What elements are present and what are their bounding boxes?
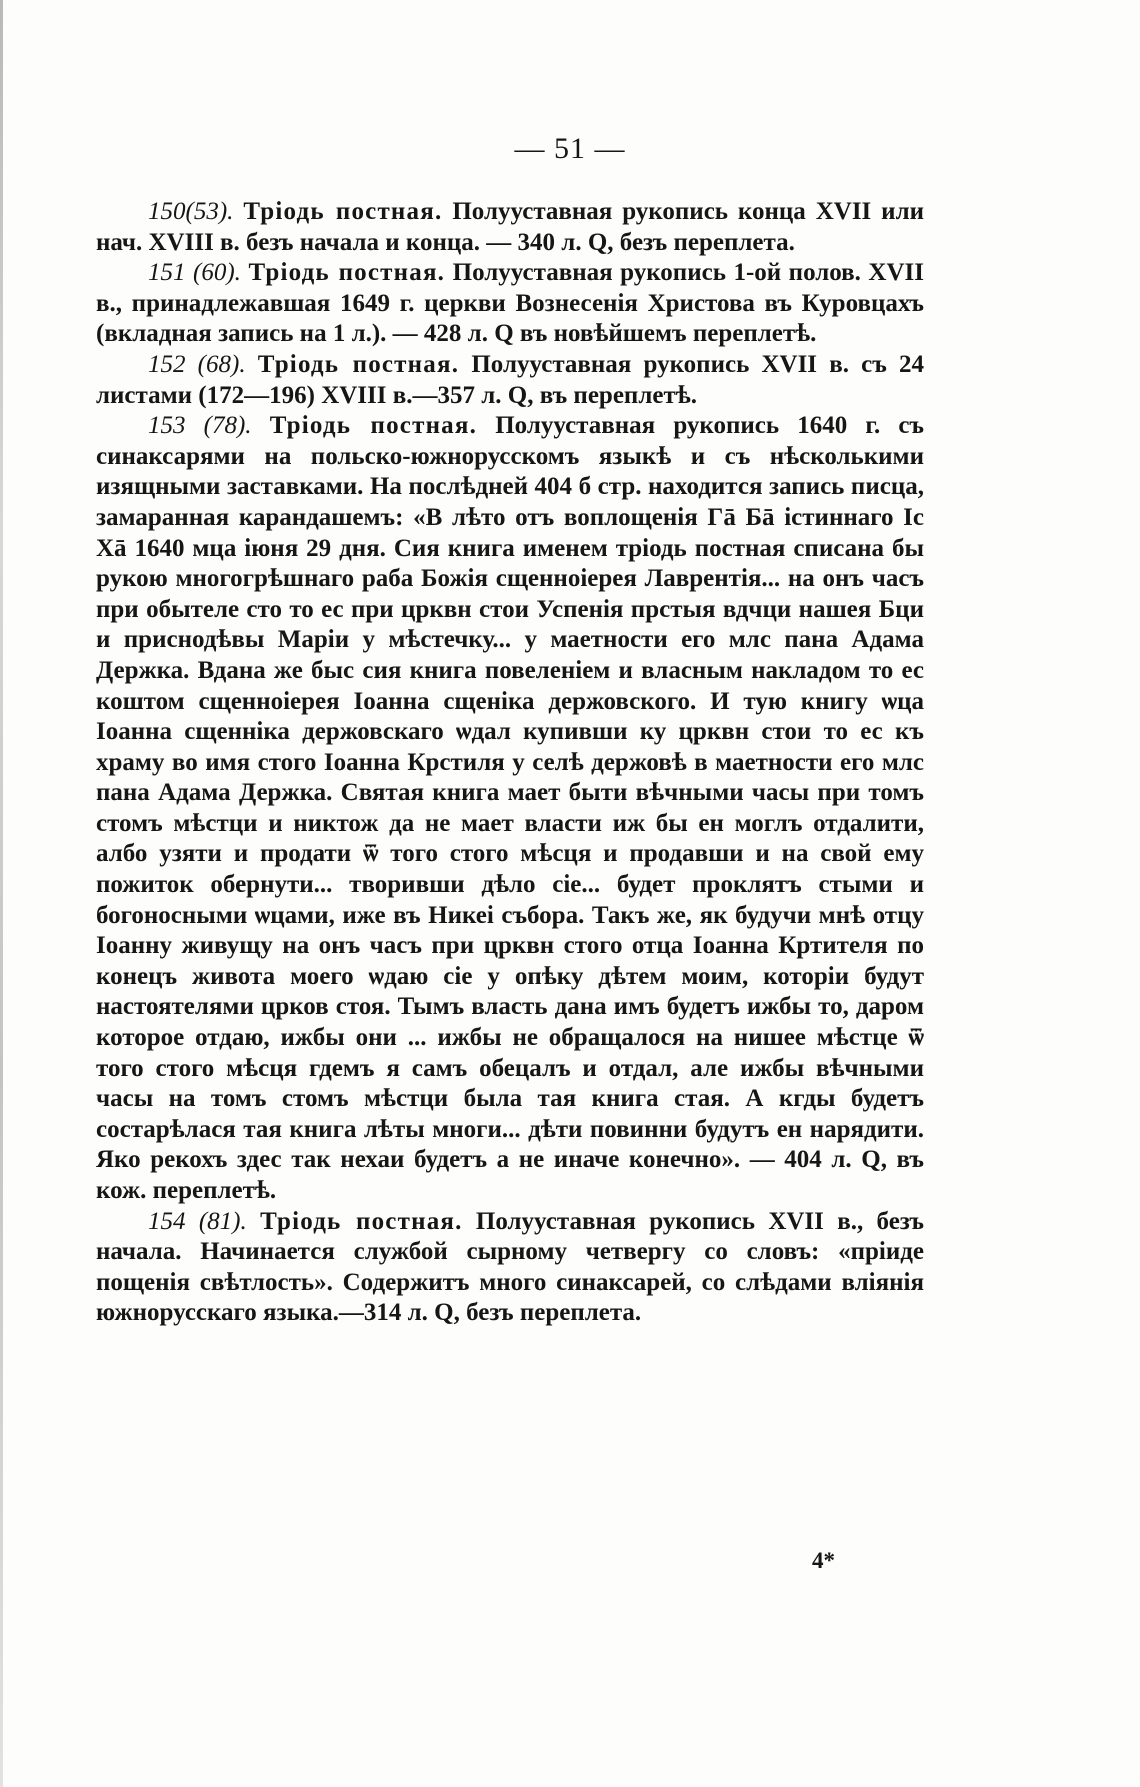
- catalog-entry-153: [96, 411, 924, 1206]
- catalog-entry-150: [96, 197, 924, 258]
- entry-heading: Тріодь постная.: [243, 198, 443, 225]
- entry-number: 153 (78).: [148, 412, 252, 440]
- entry-heading: Тріодь постная.: [269, 412, 478, 440]
- signature-mark: 4*: [812, 1548, 835, 1573]
- entry-description: Полууставная рукопись XVII в. съ 24 листами (172—196) XVIII в.—357 л. Q, въ переплетѣ.: [96, 350, 925, 409]
- entry-description: Полууставная рукопись 1640 г. съ синаксарями на польско-южнорусскомъ языкѣ и съ нѣсколькими изящными заставками. На послѣдней 404 б стр. находится запись писца, замаранная карандашемъ: «В лѣто отъ воплощенія Гā Бā істиннаго Іс Хā 1640 мца іюня 29 дня. Сия книга именем тріодь постная списана бы рукою многогрѣшнаго раба Божія сщенноіерея Лаврентія... на онъ часъ при обытеле сто то ес при црквн стои Успенія прстыя вдчци нашея Бци и приснодѣвы Маріи у мѣстечку... у маетности его млс пана Адама Держка. Вдана же быс сия книга повеленіем и власным накладом то ес коштом сщенноіерея Іоанна сщеніка держовского. И тую книгу ѡца Іоанна сщенніка держовскаго ѡдал купивши ку црквн стои то ес къ храму во имя стого Іоанна Крстиля у селѣ держовѣ в маетности его млс пана Адама Держка. Святая книга мает быти вѣчными часы при томъ стомъ мѣстци и никтож да не мает власти иж бы ен моглъ отдалити, албо узяти и продати ѿ того стого мѣсця и продавши и на свой ему пожиток обернути... творивши дѣло сіе... будет проклятъ стыми и богоносными ѡцами, иже въ Никеі съборa. Такъ же, як будучи мнѣ отцу Іоанну живущу на онъ часъ при црквн стого отца Іоанна Кртителя по конецъ живота моего ѡдаю сіе у опѣку дѣтем моим, которіи будут настоятелями црков стоя. Тымъ власть дана имъ будетъ ижбы то, даром которое отдаю, ижбы они ... ижбы не обращалося на нишее мѣстце ѿ того стого мѣсця гдемъ я самъ обецалъ и отдал, але ижбы вѣчными часы на томъ стомъ мѣстци была тая книга стая. А кгды будетъ состарѣлася тая книга лѣты многи... дѣти повинни будутъ ен нарядити. Яко рекохъ здес так нехаи будетъ а не иначе конечно». — 404 л. Q, въ кож. переплетѣ.: [96, 412, 925, 1204]
- entry-description: Полууставная рукопись XVII в., безъ начала. Начинается службой сырному четвергу со словъ: «пріиде пощенія свѣтлость». Содержитъ много синаксарей, со слѣдами вліянія южнорусскаго языка.—314 л. Q, безъ переплета.: [96, 1207, 924, 1327]
- page-number: — 51 —: [514, 132, 626, 165]
- entry-description: Полууставная рукопись конца XVII или нач. XVIII в. безъ начала и конца. — 340 л. Q, безъ переплета.: [96, 198, 925, 256]
- entry-number: 154 (81).: [148, 1207, 247, 1235]
- entry-heading: Тріодь постная.: [248, 259, 446, 287]
- catalog-text: [96, 197, 924, 1329]
- entry-heading: Тріодь постная.: [257, 350, 460, 378]
- entry-number: 152 (68).: [148, 350, 246, 378]
- entry-heading: Тріодь постная.: [260, 1207, 463, 1235]
- entry-description: Полууставная рукопись 1-ой полов. XVII в., принадлежавшая 1649 г. церкви Вознесенія Христова въ Куровцахъ (вкладная запись на 1 л.). — 428 л. Q въ новѣйшемъ переплетѣ.: [96, 259, 924, 348]
- page-binding-edge: [0, 0, 3, 1787]
- catalog-entry-152: [96, 350, 924, 411]
- entry-number: 150(53).: [148, 198, 234, 225]
- catalog-entry-154: [96, 1207, 924, 1329]
- entry-number: 151 (60).: [148, 259, 241, 287]
- catalog-entry-151: [96, 258, 924, 350]
